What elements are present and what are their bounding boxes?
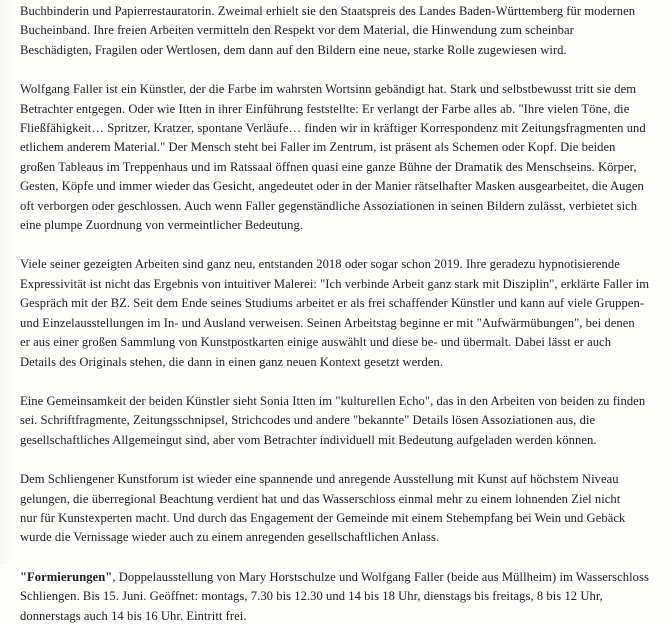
text-line: Gespräch mit der BZ. Seit dem Ende seines Studiums arbeitet er als frei schaffender Künstler und kann auf viele Gruppen-	[20, 296, 645, 311]
text-line: sei. Schriftfragmente, Zeitungsschnipsel, Strichcodes und andere "bekannte" Details lösen Assoziationen aus, die	[20, 413, 596, 428]
text-line: Bucheinband. Ihre freien Arbeiten vermitteln den Respekt vor dem Material, die Hinwendung zum scheinbar	[20, 23, 574, 38]
text-line: und Einzelausstellungen im In- und Ausland verweisen. Seinen Arbeitstag beginne er mit "Aufwärmübungen", bei denen	[20, 315, 635, 330]
text-line: donnerstags auch 14 bis 16 Uhr. Eintritt frei.	[20, 608, 247, 623]
text-line: oft verborgen oder geschlossen. Auch wenn Faller gegenständliche Assoziationen in seinen Bildern zulässt, verbietet sich	[20, 198, 638, 213]
text-line: Eine Gemeinsamkeit der beiden Künstler sieht Sonia Itten im "kulturellen Echo", das in den Arbeiten von beiden zu finden	[20, 393, 646, 408]
text-line: Dem Schliengener Kunstforum ist wieder eine spannende und anregende Ausstellung mit Kunst auf höchstem Niveau	[20, 472, 619, 487]
paragraph-5	[20, 470, 660, 548]
paragraph-2	[20, 80, 660, 235]
text-line: gelungen, die überregional Beachtung verdient hat und das Wasserschloss einmal mehr zu einem lohnenden Ziel nicht	[20, 491, 621, 506]
paragraph-4	[20, 392, 660, 450]
paragraph-1	[20, 2, 660, 60]
text-line: etlichem anderem Material." Der Mensch steht bei Faller im Zentrum, ist präsent als Schemen oder Kopf. Die beiden	[20, 140, 616, 155]
info-box-first-line	[20, 568, 660, 587]
text-line: Betrachter entgegen. Oder wie Itten in ihrer Einführung feststellte: Er verlangt der Farbe alles ab. "Ihre vielen Töne, die	[20, 101, 630, 116]
text-line: Viele seiner gezeigten Arbeiten sind ganz neu, entstanden 2018 oder sogar schon 2019. Ihre geradezu hypnotisierende	[20, 257, 620, 272]
text-line: Gesten, Köpfe und immer wieder das Gesicht, angedeutet oder in der Manier rätselhafter Masken ausgearbeitet, die Augen	[20, 179, 644, 194]
text-line: Expressivität ist nicht das Ergebnis von intuitiver Malerei: "Ich verbinde Arbeit ganz stark mit Disziplin", erklärte Faller im	[20, 276, 650, 291]
text-line: Schliengen. Bis 15. Juni. Geöffnet: montags, 7.30 bis 12.30 und 14 bis 18 Uhr, dienstags bis freitags, 8 bis 12 Uhr,	[20, 589, 603, 604]
text-line: Details des Originals stehen, die dann in einen ganz neuen Kontext gesetzt werden.	[20, 354, 444, 369]
info-text: , Doppelausstellung von Mary Horstschulze und Wolfgang Faller (beide aus Müllheim) im Wasserschloss	[112, 569, 649, 584]
exhibition-title: "Formierungen"	[20, 569, 113, 584]
text-line: großen Tableaus im Treppenhaus und im Ratssaal öffnen quasi eine ganze Bühne der Dramatik des Menschseins. Körper,	[20, 159, 637, 174]
text-line: Buchbinderin und Papierrestauratorin. Zweimal erhielt sie den Staatspreis des Landes Baden-Württemberg für modernen	[20, 4, 636, 18]
text-line: gesellschaftliches Allgemeingut sind, aber vom Betrachter individuell mit Bedeutung aufgeladen werden können.	[20, 432, 597, 447]
info-box	[20, 568, 660, 626]
text-line: Beschädigten, Fragilen oder Wertlosen, dem dann auf den Bildern eine neue, starke Rolle zugewiesen wird.	[20, 42, 567, 57]
text-line: nur für Kunstexperten macht. Und durch das Engagement der Gemeinde mit einem Stehempfang bei Wein und Gebäck	[20, 510, 626, 525]
paragraph-3	[20, 255, 660, 371]
text-line: Wolfgang Faller ist ein Künstler, der die Farbe im wahrsten Wortsinn gebändigt hat. Stark und selbstbewusst tritt sie dem	[20, 82, 637, 97]
text-line: er aus einer großen Sammlung von Kunstpostkarten einige auswählt und diese be- und übermalt. Dabei lässt er auch	[20, 335, 612, 350]
text-line: eine plumpe Zuordnung von vermeintlicher Bedeutung.	[20, 218, 304, 233]
text-line: wurde die Vernissage wieder auch zu einem anregenden gesellschaftlichen Anlass.	[20, 530, 440, 545]
text-line: Fließfähigkeit… Spritzer, Kratzer, spontane Verläufe… finden wir in kräftiger Korrespondenz mit Zeitungsfragmenten und	[20, 121, 646, 136]
